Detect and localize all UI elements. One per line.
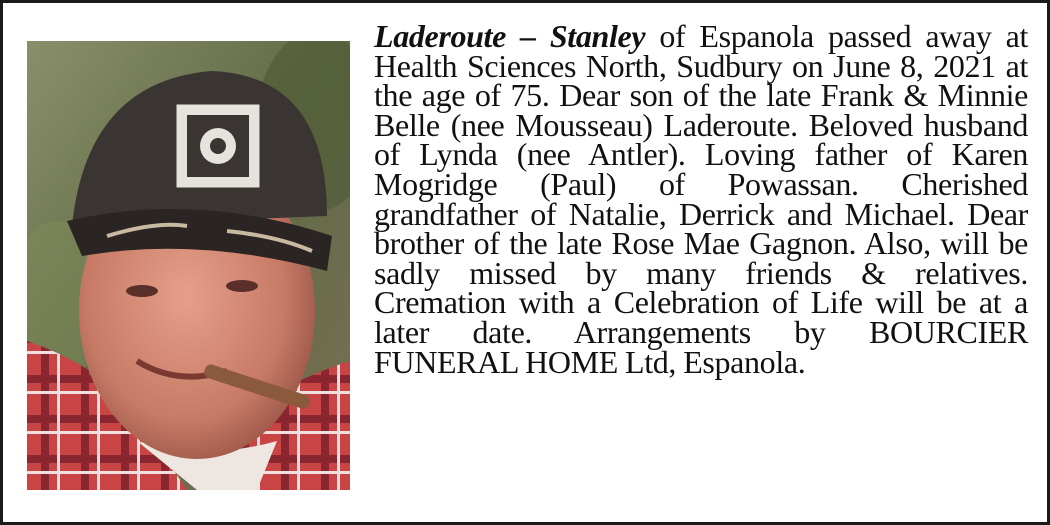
obituary-text bbox=[374, 18, 1028, 380]
portrait-photo bbox=[27, 41, 350, 490]
obituary-body: of Espanola passed away at Health Sciences North, Sudbury on June 8, 2021 at the age of 75. Dear son of the late Frank & Minnie Belle (nee Mousseau) Laderoute. Beloved husband of Lynda (nee Antler). Loving father of Karen Mogridge (Paul) of Powassan. Cherished grandfather of Natalie, Derrick and Michael. Dear brother of the late Rose Mae Gagnon. Also, will be sadly missed by many friends & relatives. Cremation with a Celebration of Life will be at a later date. Arrangements by BOURCIER FUNERAL HOME Ltd, Espanola. bbox=[374, 18, 1028, 380]
deceased-surname: Laderoute bbox=[374, 18, 506, 54]
portrait-image bbox=[27, 41, 350, 490]
name-dash: – bbox=[505, 18, 550, 54]
deceased-given-name: Stanley bbox=[549, 18, 646, 54]
